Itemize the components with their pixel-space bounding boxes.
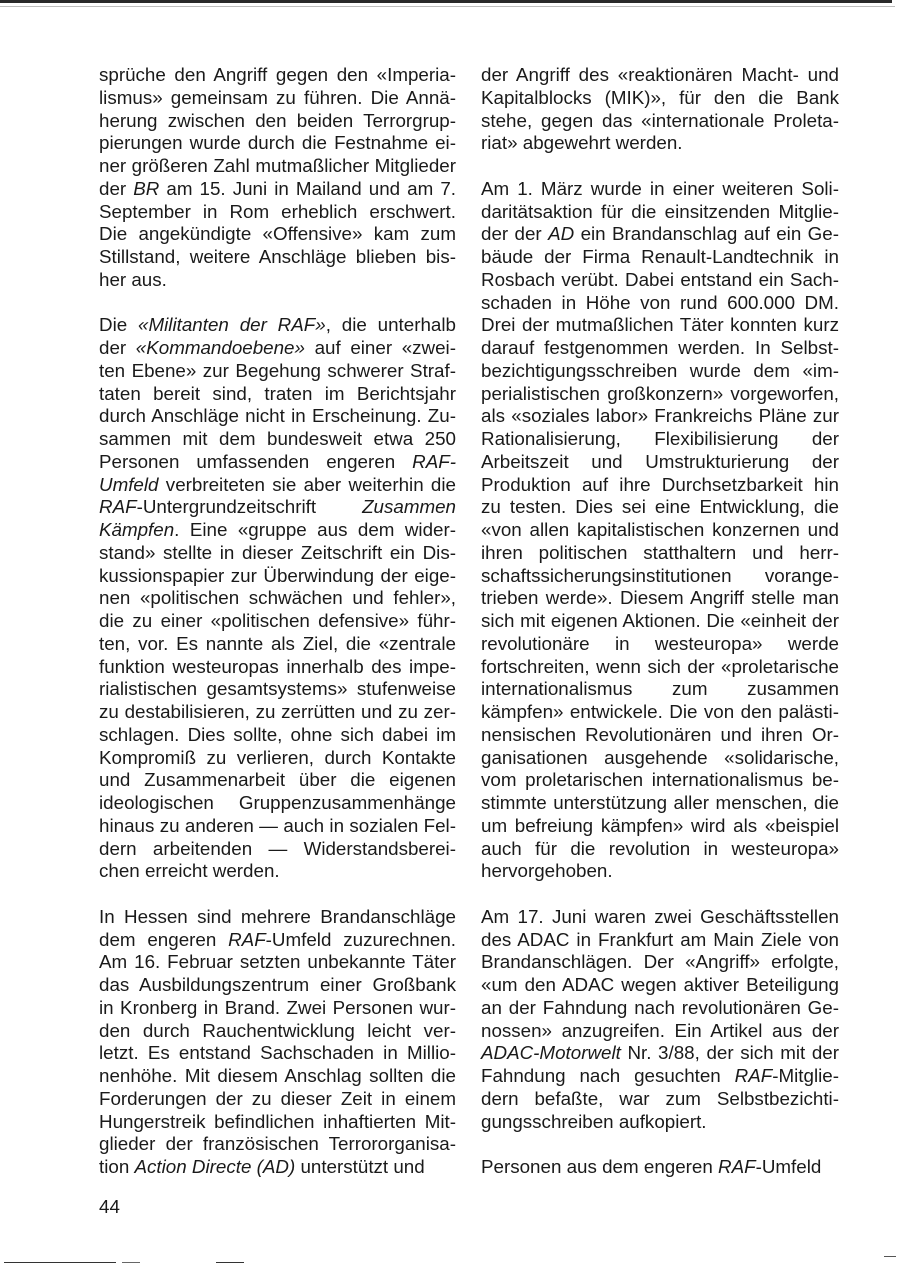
- paragraph-mik-continuation: der Angriff des «reaktionären Macht- und Kapitalblocks (MIK)», für den die Bank stehe, gegen das «internationale Proletariat» abgewehrt werden.: [481, 64, 839, 154]
- paragraph-hessen-arson: In Hessen sind mehrere Brandanschläge dem engeren RAF-Umfeld zuzurechnen. Am 16. Februar setzten unbekannte Täter das Ausbildungszentrum einer Großbank in Kronberg in Brand. Zwei Personen wurden durch Rauchentwicklung leicht verletzt. Es entstand Sachschaden in Millionenhöhe. Mit diesem Anschlag sollten die Forderungen der zu dieser Zeit in einem Hungerstreik befindlichen inhaftierten Mitglieder der französischen Terrororganisation Action Directe (AD) unterstützt und: [99, 905, 456, 1177]
- page-number: 44: [99, 1196, 120, 1217]
- scan-edge-bottom-dash: [216, 1262, 244, 1263]
- paragraph-br-arrests: sprüche den Angriff gegen den «Imperialismus» gemeinsam zu führen. Die Annäherung zwischen den beiden Terrorgruppierungen wurde durch die Festnahme einer größeren Zahl mutmaßlicher Mitglieder der BR am 15. Juni in Mailand und am 7. September in Rom erheblich erschwert. Die angekündigte «Offensive» kam zum Stillstand, weitere Anschläge blieben bisher aus.: [99, 64, 456, 290]
- scan-edge-bottom: [4, 1262, 116, 1263]
- scan-edge-bottom-dash: [122, 1262, 140, 1263]
- paragraph-adac-attack: Am 17. Juni waren zwei Geschäftsstellen des ADAC in Frankfurt am Main Ziele von Brandanschlägen. Der «Angriff» erfolgte, «um den ADAC wegen aktiver Beteiligung an der Fahndung nach revolutionären Genossen» anzugreifen. Ein Artikel aus der ADAC-Motorwelt Nr. 3/88, der sich mit der Fahndung nach gesuchten RAF-Mitgliedern befaßte, war zum Selbstbezichtigungsschreiben aufkopiert.: [481, 905, 839, 1132]
- paragraph-raf-umfeld-start: Personen aus dem engeren RAF-Umfeld: [481, 1156, 822, 1177]
- scan-edge-top-faint: [0, 6, 895, 7]
- paragraph-raf-militants: Die «Militanten der RAF», die unterhalb der «Kommandoebene» auf einer «zweiten Ebene» zur Begehung schwerer Straftaten bereit sind, traten im Berichtsjahr durch Anschläge nicht in Erscheinung. Zusammen mit dem bundesweit etwa 250 Personen umfassenden engeren RAF-Umfeld verbreiteten sie aber weiterhin die RAF-Untergrundzeitschrift Zusammen Kämpfen. Eine «gruppe aus dem widerstand» stellte in dieser Zeitschrift ein Diskussionspapier zur Überwindung der eigenen «politischen schwächen und fehler», die zu einer «politischen defensive» führten, vor. Es nannte als Ziel, die «zentrale funktion westeuropas innerhalb des imperialistischen gesamtsystems» stufenweise zu destabilisieren, zu zerrütten und zu zerschlagen. Dies sollte, ohne sich dabei im Kompromiß zu verlieren, durch Kontakte und Zusammenarbeit über die eigenen ideologischen Gruppenzusammenhänge hinaus zu anderen — auch in sozialen Feldern arbeitenden — Widerstandsbereichen erreicht werden.: [99, 314, 456, 882]
- scan-edge-top: [0, 0, 892, 3]
- right-column: [481, 64, 839, 1179]
- left-column: [99, 64, 456, 1179]
- scan-edge-right-mark: [884, 1256, 896, 1257]
- paragraph-renault-attack: Am 1. März wurde in einer weiteren Solidaritätsaktion für die einsitzenden Mitglieder der AD ein Brandanschlag auf ein Gebäude der Firma Renault-Landtechnik in Rosbach verübt. Dabei entstand ein Sachschaden in Höhe von rund 600.000 DM. Drei der mutmaßlichen Täter konnten kurz darauf festgenommen werden. In Selbstbezichtigungsschreiben wurde dem «imperialistischen großkonzern» vorgeworfen, als «soziales labor» Frankreichs Pläne zur Rationalisierung, Flexibilisierung der Arbeitszeit und Umstrukturierung der Produktion auf ihre Durchsetzbarkeit hin zu testen. Dies sei eine Entwicklung, die «von allen kapitalistischen konzernen und ihren politischen statthaltern und herrschaftssicherungsinstitutionen vorangetrieben werde». Diesem Angriff stelle man sich mit eigenen Aktionen. Die «einheit der revolutionäre in westeuropa» werde fortschreiten, wenn sich der «proletarische internationalismus zum zusammen kämpfen» entwickele. Die von den palästinensischen Revolutionären und ihren Organisationen ausgehende «solidarische, vom proletarischen internationalismus bestimmte unterstützung aller menschen, die um befreiung kämpfen» wird als «beispiel auch für die revolution in westeuropa» hervorgehoben.: [481, 177, 839, 882]
